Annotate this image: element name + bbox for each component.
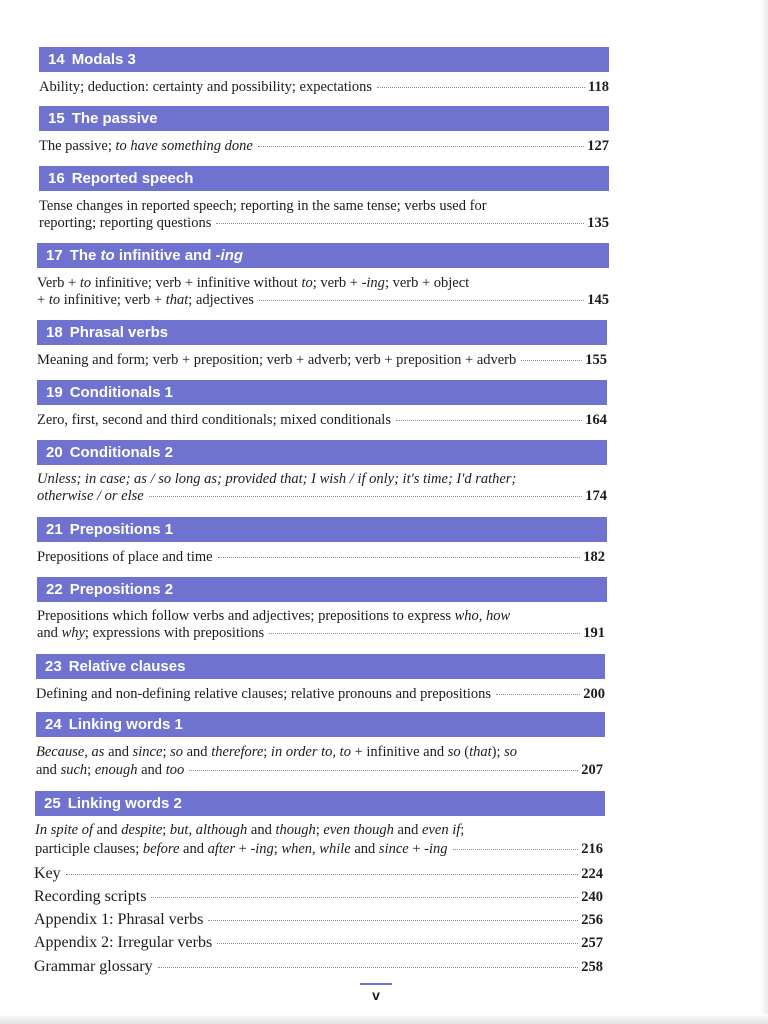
unit-number: 15 xyxy=(48,110,65,127)
unit-number: 25 xyxy=(44,795,61,812)
back-matter-title: Key xyxy=(34,865,61,882)
unit-title: Linking words 1 xyxy=(68,716,183,733)
unit-title: Linking words 2 xyxy=(67,795,182,812)
unit-summary-text: participle clauses; before and after + -ing; when, while and since + -ing xyxy=(35,841,448,857)
unit-title: Reported speech xyxy=(71,170,194,187)
unit-number: 24 xyxy=(45,716,62,733)
unit-summary-line xyxy=(36,743,603,761)
page-number-ref: 145 xyxy=(587,292,609,308)
unit-number: 16 xyxy=(48,170,65,187)
unit-header xyxy=(39,166,609,191)
unit-summary-line xyxy=(39,78,609,96)
unit-header xyxy=(37,517,607,542)
unit-summary-text: Ability; deduction: certainty and possibility; expectations xyxy=(39,79,373,95)
unit-summary-text: In spite of and despite; but, although and though; even though and even if; xyxy=(35,822,465,838)
unit-summary-line xyxy=(39,137,609,155)
unit-title: Conditionals 1 xyxy=(69,384,174,401)
dot-leader xyxy=(216,223,584,224)
unit-summary-text: The passive; to have something done xyxy=(39,138,253,154)
dot-leader xyxy=(217,943,578,944)
page-number-ref: 135 xyxy=(587,215,609,231)
page-number-ref: 216 xyxy=(581,841,603,857)
unit-number: 17 xyxy=(46,247,63,264)
back-matter-entry xyxy=(34,888,603,906)
unit-header xyxy=(37,577,607,602)
unit-summary-text: Unless; in case; as / so long as; provided that; I wish / if only; it's time; I'd rather; xyxy=(37,471,517,487)
unit-summary-line xyxy=(37,607,605,625)
page-number-ref: 240 xyxy=(581,889,603,905)
unit-summary-text: Prepositions which follow verbs and adjectives; prepositions to express who, how xyxy=(37,608,511,624)
dot-leader xyxy=(218,557,581,558)
unit-summary-line xyxy=(37,548,605,566)
back-matter-entry xyxy=(34,911,603,929)
unit-header xyxy=(37,243,609,268)
unit-summary-line xyxy=(37,291,609,309)
back-matter-title: Appendix 2: Irregular verbs xyxy=(34,934,213,951)
page-number-ref: 155 xyxy=(585,352,607,368)
page-number-ref: 182 xyxy=(583,549,605,565)
dot-leader xyxy=(396,420,582,421)
unit-title: Prepositions 2 xyxy=(69,581,174,598)
unit-number: 14 xyxy=(48,51,65,68)
dot-leader xyxy=(521,360,582,361)
unit-number: 22 xyxy=(46,581,63,598)
page-number-ref: 200 xyxy=(583,686,605,702)
dot-leader xyxy=(259,300,584,301)
dot-leader xyxy=(189,770,578,771)
unit-summary-text: Verb + to infinitive; verb + infinitive without to; verb + -ing; verb + object xyxy=(37,275,470,291)
unit-summary-line xyxy=(37,624,605,642)
unit-header xyxy=(35,791,605,816)
page-number-ref: 191 xyxy=(583,625,605,641)
unit-number: 19 xyxy=(46,384,63,401)
unit-summary-line xyxy=(37,470,607,488)
back-matter-title: Recording scripts xyxy=(34,888,147,905)
back-matter-title: Grammar glossary xyxy=(34,958,153,975)
unit-summary-text: Defining and non-defining relative clauses; relative pronouns and prepositions xyxy=(36,686,492,702)
unit-title: Relative clauses xyxy=(68,658,186,675)
unit-summary-text: Meaning and form; verb + preposition; verb + adverb; verb + preposition + adverb xyxy=(37,352,517,368)
unit-number: 20 xyxy=(46,444,63,461)
page-number-ref: 118 xyxy=(588,79,609,95)
unit-summary-text: Zero, first, second and third conditionals; mixed conditionals xyxy=(37,412,391,428)
dot-leader xyxy=(496,694,580,695)
dot-leader xyxy=(269,633,580,634)
unit-header xyxy=(39,106,609,131)
unit-header xyxy=(39,47,609,72)
unit-summary-line xyxy=(36,685,605,703)
unit-number: 23 xyxy=(45,658,62,675)
dot-leader xyxy=(377,87,585,88)
unit-summary-line xyxy=(37,351,607,369)
unit-summary-line xyxy=(39,214,609,232)
unit-header xyxy=(37,320,607,345)
unit-title: Conditionals 2 xyxy=(69,444,174,461)
unit-title: Phrasal verbs xyxy=(69,324,169,341)
unit-number: 21 xyxy=(46,521,63,538)
unit-summary-text: Because, as and since; so and therefore; in order to, to + infinitive and so (that); so xyxy=(36,744,518,760)
page-bottom-shadow xyxy=(0,1014,768,1024)
unit-header xyxy=(36,712,605,737)
back-matter-entry xyxy=(34,934,603,952)
unit-summary-text: Tense changes in reported speech; reporting in the same tense; verbs used for xyxy=(39,198,487,214)
unit-summary-line xyxy=(37,411,607,429)
back-matter-title: Appendix 1: Phrasal verbs xyxy=(34,911,204,928)
page-number-ref: 174 xyxy=(585,488,607,504)
dot-leader xyxy=(453,849,579,850)
page-number: v xyxy=(360,983,392,1003)
unit-summary-line xyxy=(35,821,603,839)
page-number-ref: 257 xyxy=(581,935,603,951)
unit-title: Prepositions 1 xyxy=(69,521,174,538)
unit-summary-text: reporting; reporting questions xyxy=(39,215,212,231)
unit-summary-line xyxy=(36,761,603,779)
back-matter-entry xyxy=(34,865,603,883)
unit-title: Modals 3 xyxy=(71,51,136,68)
back-matter-entry xyxy=(34,958,603,976)
unit-summary-text: and such; enough and too xyxy=(36,762,185,778)
unit-summary-text: + to infinitive; verb + that; adjectives xyxy=(37,292,254,308)
page-number-ref: 207 xyxy=(581,762,603,778)
unit-summary-text: otherwise / or else xyxy=(37,488,144,504)
dot-leader xyxy=(208,920,578,921)
page-number-ref: 224 xyxy=(581,866,603,882)
page-number-ref: 256 xyxy=(581,912,603,928)
unit-header xyxy=(37,380,607,405)
dot-leader xyxy=(151,897,578,898)
dot-leader xyxy=(149,496,583,497)
unit-header xyxy=(37,440,607,465)
unit-summary-line xyxy=(37,487,607,505)
page-number-ref: 164 xyxy=(585,412,607,428)
dot-leader xyxy=(258,146,584,147)
unit-header xyxy=(36,654,605,679)
page-number-ref: 127 xyxy=(587,138,609,154)
page-edge-shadow xyxy=(760,0,768,1024)
unit-summary-text: Prepositions of place and time xyxy=(37,549,213,565)
unit-summary-line xyxy=(35,840,603,858)
unit-summary-text: and why; expressions with prepositions xyxy=(37,625,265,641)
page-number-ref: 258 xyxy=(581,959,603,975)
unit-title: The passive xyxy=(71,110,158,127)
dot-leader xyxy=(66,874,579,875)
unit-title: The to infinitive and -ing xyxy=(69,247,244,264)
unit-summary-line xyxy=(39,197,609,215)
unit-number: 18 xyxy=(46,324,63,341)
unit-summary-line xyxy=(37,274,609,292)
dot-leader xyxy=(158,967,579,968)
